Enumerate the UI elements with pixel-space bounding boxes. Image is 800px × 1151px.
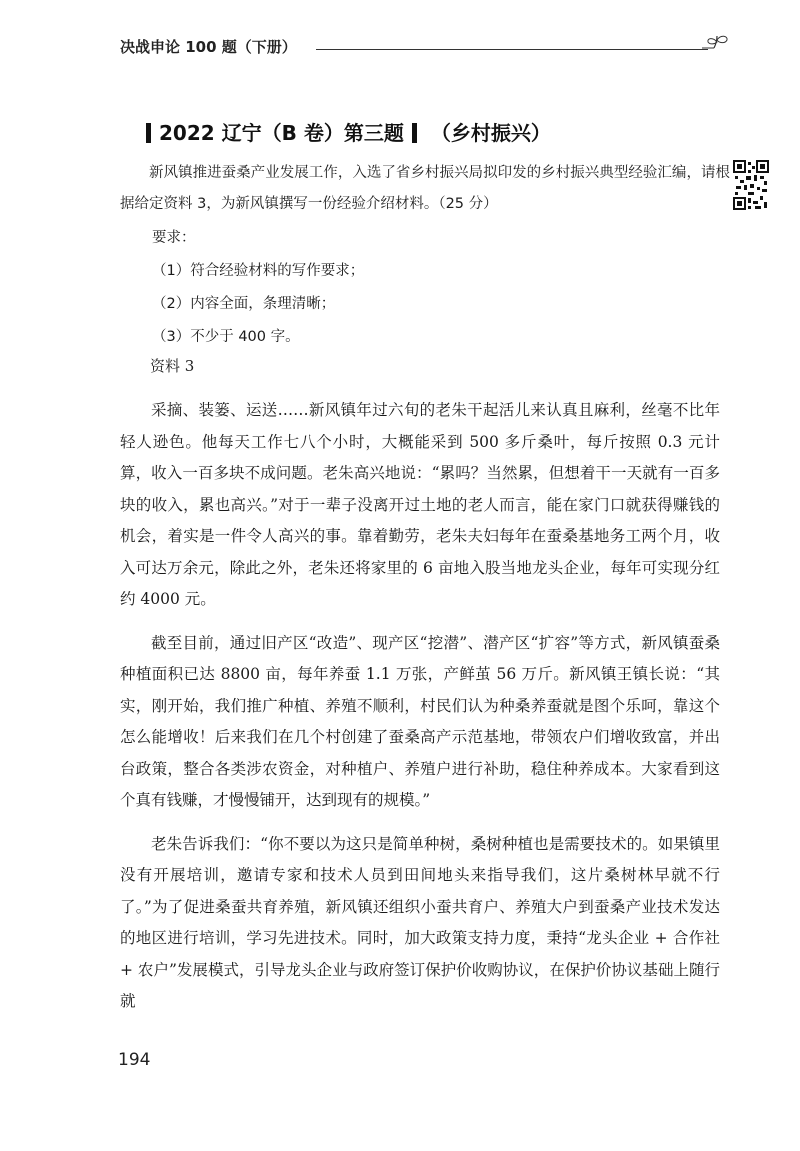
running-header (120, 34, 740, 60)
sprout-icon (700, 34, 734, 56)
material-body (120, 395, 720, 1030)
requirement-item-2: （2）内容全面，条理清晰； (152, 296, 336, 312)
material-paragraph-1: 采摘、装篓、运送……新风镇年过六旬的老朱干起活儿来认真且麻利，丝毫不比年轻人逊色。他每天工作七八个小时，大概能采到 500 多斤桑叶，每斤按照 0.3 元计算，收入一百多块不成问题。老朱高兴地说：“累吗？当然累，但想着干一天就有一百多块的收入，累也高兴。”对于一辈子没离开过土地的老人而言，能在家门口就获得赚钱的机会，着实是一件令人高兴的事。靠着勤劳，老朱夫妇每年在蚕桑基地务工两个月，收入可达万余元，除此之外，老朱还将家里的 6 亩地入股当地龙头企业，每年可实现分红约 4000 元。 (120, 401, 720, 608)
title-bar-right (412, 123, 417, 143)
requirement-item-1: （1）符合经验材料的写作要求； (152, 263, 365, 279)
question-prompt: 新风镇推进蚕桑产业发展工作，入选了省乡村振兴局拟印发的乡村振兴典型经验汇编，请根据给定资料 3，为新风镇撰写一份经验介绍材料。（25 分） (120, 165, 730, 212)
section-topic: （乡村振兴） (430, 121, 551, 145)
section-title (146, 117, 551, 146)
section-title-text: 2022 辽宁（B 卷）第三题 (159, 121, 404, 145)
material-paragraph-2: 截至目前，通过旧产区“改造”、现产区“挖潜”、潜产区“扩容”等方式，新风镇蚕桑种植面积已达 8800 亩，每年养蚕 1.1 万张，产鲜茧 56 万斤。新风镇王镇长说：“其实，刚开始，我们推广种植、养殖不顺利，村民们认为种桑养蚕就是图个乐呵，靠这个怎么能增收！后来我们在几个村创建了蚕桑高产示范基地，带领农户们增收致富，并出台政策，整合各类涉农资金，对种植户、养殖户进行补助，稳住种养成本。大家看到这个真有钱赚，才慢慢铺开，达到现有的规模。” (120, 633, 720, 809)
requirements-label: 要求： (152, 230, 196, 246)
material-paragraph-3: 老朱告诉我们：“你不要以为这只是简单种树，桑树种植也是需要技术的。如果镇里没有开展培训，邀请专家和技术人员到田间地头来指导我们，这片桑树林早就不行了。”为了促进桑蚕共育养殖，新风镇还组织小蚕共育户、养殖大户到蚕桑产业技术发达的地区进行培训，学习先进技术。同时，加大政策支持力度，秉持“龙头企业 + 合作社 + 农户”发展模式，引导龙头企业与政府签订保护价收购协议，在保护价协议基础上随行就 (120, 834, 720, 1010)
qr-code-icon (733, 160, 769, 210)
title-bar-left (146, 123, 151, 143)
header-rule (316, 49, 708, 50)
requirement-item-3: （3）不少于 400 字。 (152, 329, 300, 345)
page-number: 194 (118, 1050, 151, 1070)
material-label: 资料 3 (150, 357, 195, 375)
running-title: 决战申论 100 题（下册） (120, 38, 297, 56)
question-block (120, 158, 730, 354)
